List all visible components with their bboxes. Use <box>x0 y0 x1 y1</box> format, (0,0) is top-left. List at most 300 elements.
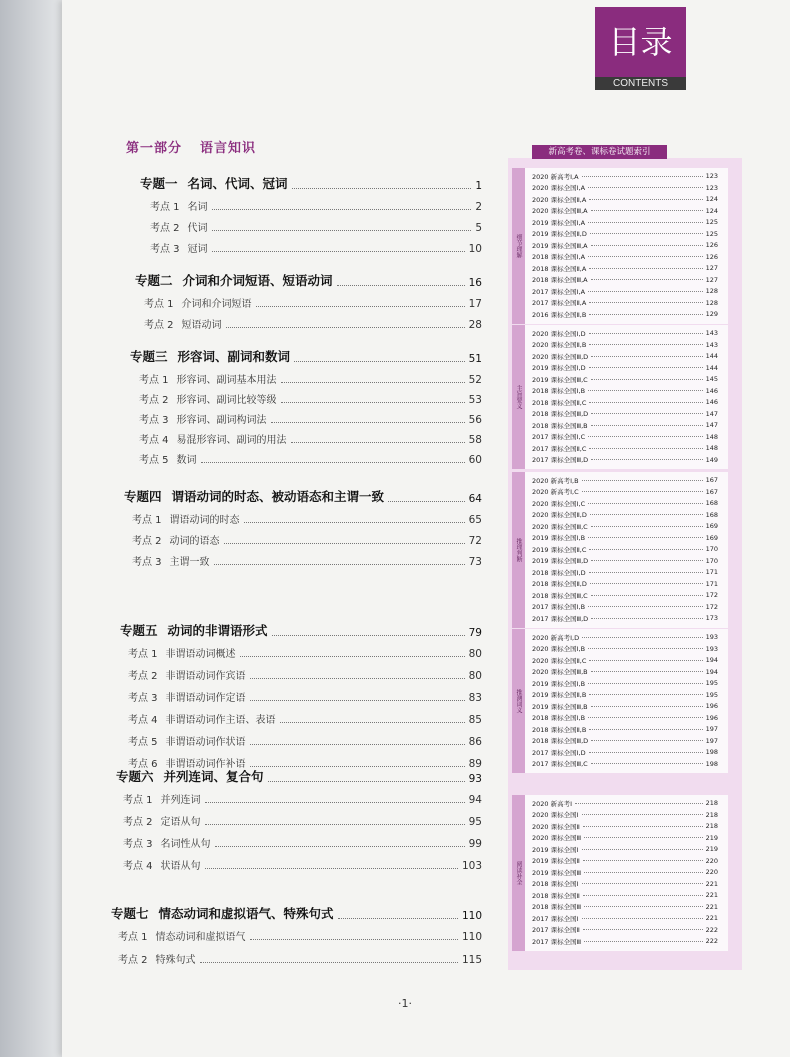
index-row[interactable] <box>532 275 718 285</box>
point-row-label: 考点 4 <box>139 435 169 446</box>
leader-dots <box>591 706 703 707</box>
point-row-label: 考点 3 <box>132 557 162 568</box>
leader-dots <box>591 526 703 527</box>
topic-row[interactable] <box>130 347 482 365</box>
point-row[interactable] <box>123 835 482 850</box>
leader-dots <box>205 802 465 803</box>
index-row[interactable] <box>532 613 718 623</box>
index-row[interactable] <box>532 678 718 688</box>
index-row[interactable] <box>532 736 718 746</box>
index-page: 148 <box>705 432 718 441</box>
leader-dots <box>281 402 465 403</box>
index-group-tab: 推理判断 <box>512 472 525 628</box>
index-page: 147 <box>705 421 718 429</box>
index-source: 2016 课标全国Ⅱ,B <box>532 310 587 319</box>
index-row[interactable] <box>532 556 718 566</box>
index-row[interactable] <box>532 890 718 900</box>
point-row-label: 考点 3 <box>150 244 180 255</box>
point-row-label: 考点 1 <box>139 375 169 386</box>
index-page: 221 <box>705 879 718 888</box>
leader-dots <box>589 448 702 449</box>
point-row[interactable] <box>118 951 482 966</box>
point-row-label: 考点 4 <box>123 861 153 872</box>
index-row[interactable] <box>532 171 718 181</box>
point-row-title: 介词和介词短语 <box>181 299 252 310</box>
index-page: 167 <box>705 476 718 484</box>
topic-row-page: 110 <box>461 910 482 922</box>
index-page: 172 <box>705 591 718 599</box>
topic-row-label: 专题三 <box>130 349 168 364</box>
index-page: 171 <box>705 568 718 576</box>
point-row[interactable] <box>132 553 482 568</box>
index-page: 218 <box>705 799 718 807</box>
index-source: 2017 课标全国Ⅲ,C <box>532 760 588 768</box>
index-source: 2017 课标全国Ⅱ,A <box>532 299 587 307</box>
index-row[interactable] <box>532 420 718 430</box>
index-row[interactable] <box>532 397 718 407</box>
point-row[interactable] <box>128 689 482 704</box>
index-row[interactable] <box>532 498 718 508</box>
index-source: 2018 课标全国Ⅰ,A <box>532 253 586 261</box>
index-source: 2017 课标全国Ⅰ,A <box>532 287 586 296</box>
index-row[interactable] <box>532 240 718 250</box>
index-group-tab: 主旨要义 <box>512 325 525 469</box>
index-row[interactable] <box>532 386 718 396</box>
index-source: 2020 课标全国Ⅰ <box>532 811 579 819</box>
index-source: 2020 新高考Ⅰ <box>532 799 573 808</box>
point-row[interactable] <box>144 316 482 331</box>
index-row[interactable] <box>532 544 718 554</box>
leader-dots <box>582 480 703 481</box>
point-row[interactable] <box>132 532 482 547</box>
page-number: ·1· <box>398 997 412 1010</box>
index-page: 194 <box>705 667 718 676</box>
point-row[interactable] <box>139 451 482 466</box>
leader-dots <box>589 333 703 334</box>
contents-subtitle: CONTENTS <box>595 77 686 90</box>
index-row[interactable] <box>532 867 718 877</box>
topic-row-label: 专题一 <box>140 176 178 191</box>
index-row[interactable] <box>532 747 718 757</box>
index-row[interactable] <box>532 644 718 654</box>
index-row[interactable] <box>532 724 718 734</box>
leader-dots <box>582 814 703 815</box>
index-row[interactable] <box>532 925 718 935</box>
topic-row[interactable] <box>135 271 482 289</box>
index-page: 146 <box>705 386 718 395</box>
leader-dots <box>214 564 465 565</box>
point-row-title: 短语动词 <box>181 320 222 331</box>
leader-dots <box>582 491 703 492</box>
index-row[interactable] <box>532 844 718 854</box>
leader-dots <box>292 188 472 189</box>
point-row[interactable] <box>150 219 482 234</box>
point-row-title: 非谓语动词作宾语 <box>165 671 246 682</box>
index-row[interactable] <box>532 667 718 677</box>
index-page: 221 <box>705 914 718 922</box>
point-row[interactable] <box>139 411 482 426</box>
leader-dots <box>583 860 703 861</box>
point-row-page: 72 <box>468 535 482 547</box>
point-row-label: 考点 1 <box>123 795 153 806</box>
leader-dots <box>589 660 702 661</box>
index-page: 220 <box>705 856 718 865</box>
point-row-title: 情态动词和虚拟语气 <box>155 932 246 943</box>
point-row[interactable] <box>128 733 482 748</box>
index-row[interactable] <box>532 602 718 612</box>
index-row[interactable] <box>532 455 718 465</box>
index-page: 127 <box>705 275 718 284</box>
index-row[interactable] <box>532 533 718 543</box>
point-row-page: 95 <box>468 816 482 828</box>
point-row[interactable] <box>139 391 482 406</box>
point-row-label: 考点 2 <box>132 536 162 547</box>
index-page: 222 <box>705 925 718 934</box>
index-row[interactable] <box>532 833 718 843</box>
point-row-title: 动词的语态 <box>169 536 220 547</box>
index-source: 2019 课标全国Ⅱ,D <box>532 230 587 238</box>
point-row[interactable] <box>118 928 482 943</box>
index-row[interactable] <box>532 374 718 384</box>
index-row[interactable] <box>532 510 718 520</box>
index-source: 2018 课标全国Ⅱ,A <box>532 264 587 273</box>
point-row-page: 89 <box>468 758 482 770</box>
point-row-title: 名词性从句 <box>160 839 211 850</box>
index-row[interactable] <box>532 351 718 361</box>
point-row-label: 考点 2 <box>123 817 153 828</box>
index-row[interactable] <box>532 521 718 531</box>
index-page: 195 <box>705 679 718 687</box>
index-source: 2017 课标全国Ⅱ <box>532 926 580 934</box>
topic-row-title: 名词、代词、冠词 <box>187 176 288 191</box>
point-row-page: 65 <box>468 514 482 526</box>
index-row[interactable] <box>532 432 718 442</box>
index-source: 2020 课标全国Ⅲ <box>532 834 582 842</box>
index-group-tab: 推测词义 <box>512 629 525 773</box>
index-row[interactable] <box>532 183 718 193</box>
index-row[interactable] <box>532 409 718 419</box>
leader-dots <box>583 895 703 896</box>
index-row[interactable] <box>532 810 718 820</box>
index-source: 2019 课标全国Ⅰ <box>532 845 579 854</box>
index-row[interactable] <box>532 902 718 912</box>
index-source: 2017 课标全国Ⅱ,C <box>532 444 587 453</box>
topic-row-title: 情态动词和虚拟语气、特殊句式 <box>158 906 334 921</box>
index-page: 197 <box>705 736 718 745</box>
index-page: 144 <box>705 363 718 372</box>
index-page: 172 <box>705 602 718 611</box>
point-row[interactable] <box>123 857 482 872</box>
index-source: 2019 课标全国Ⅰ,B <box>532 679 586 688</box>
leader-dots <box>591 210 703 211</box>
index-row[interactable] <box>532 217 718 227</box>
index-page: 221 <box>705 891 718 899</box>
leader-dots <box>589 367 703 368</box>
index-row[interactable] <box>532 713 718 723</box>
leader-dots <box>591 425 703 426</box>
point-row-page: 85 <box>468 714 482 726</box>
index-page: 147 <box>705 409 718 418</box>
topic-row-label: 专题四 <box>124 489 162 504</box>
index-page: 123 <box>705 172 718 180</box>
index-group <box>514 168 728 324</box>
index-page: 220 <box>705 868 718 876</box>
leader-dots <box>584 906 702 907</box>
point-row-label: 考点 1 <box>144 299 174 310</box>
index-row[interactable] <box>532 363 718 373</box>
leader-dots <box>584 941 702 942</box>
leader-dots <box>588 648 703 649</box>
index-row[interactable] <box>532 475 718 485</box>
point-row-title: 主谓一致 <box>169 557 210 568</box>
index-source: 2018 课标全国Ⅲ,C <box>532 591 588 600</box>
topic-row-title: 动词的非谓语形式 <box>167 623 268 638</box>
index-page: 195 <box>705 690 718 699</box>
index-source: 2019 课标全国Ⅲ,C <box>532 375 588 384</box>
index-page: 170 <box>705 556 718 565</box>
point-row[interactable] <box>144 295 482 310</box>
point-row[interactable] <box>128 711 482 726</box>
point-row[interactable] <box>128 667 482 682</box>
index-row[interactable] <box>532 879 718 889</box>
topic-row-title: 并列连词、复合句 <box>163 769 264 784</box>
topic-row[interactable] <box>140 174 482 192</box>
point-row-page: 86 <box>468 736 482 748</box>
index-page: 123 <box>705 183 718 192</box>
leader-dots <box>250 678 465 679</box>
index-source: 2020 课标全国Ⅱ,B <box>532 341 587 349</box>
index-source: 2017 课标全国Ⅲ,D <box>532 456 589 464</box>
index-row[interactable] <box>532 655 718 665</box>
point-row-title: 数词 <box>176 455 197 466</box>
point-row-page: 94 <box>468 794 482 806</box>
index-row[interactable] <box>532 194 718 204</box>
index-source: 2018 课标全国Ⅰ,B <box>532 387 586 395</box>
topic-row-page: 1 <box>475 180 482 192</box>
index-source: 2019 课标全国Ⅰ,B <box>532 534 586 542</box>
leader-dots <box>589 344 702 345</box>
index-source: 2020 课标全国Ⅱ,C <box>532 656 587 665</box>
index-source: 2019 课标全国Ⅱ,C <box>532 545 587 554</box>
point-row-title: 并列连词 <box>160 795 201 806</box>
leader-dots <box>588 683 703 684</box>
index-page: 169 <box>705 533 718 542</box>
leader-dots <box>590 514 703 515</box>
point-row[interactable] <box>123 813 482 828</box>
leader-dots <box>590 233 703 234</box>
point-row-title: 冠词 <box>187 244 208 255</box>
point-row-title: 非谓语动词作状语 <box>165 737 246 748</box>
leader-dots <box>575 803 703 804</box>
leader-dots <box>582 849 703 850</box>
leader-dots <box>250 700 465 701</box>
part-heading <box>126 137 274 156</box>
point-row-label: 考点 3 <box>123 839 153 850</box>
index-page: 221 <box>705 902 718 911</box>
index-row[interactable] <box>532 286 718 296</box>
point-row-page: 17 <box>468 298 482 310</box>
leader-dots <box>256 306 465 307</box>
index-page: 193 <box>705 644 718 653</box>
point-row-title: 易混形容词、副词的用法 <box>176 435 287 446</box>
leader-dots <box>591 560 702 561</box>
leader-dots <box>589 268 702 269</box>
topic-row-page: 51 <box>468 353 482 365</box>
point-row-page: 73 <box>468 556 482 568</box>
index-row[interactable] <box>532 590 718 600</box>
point-row[interactable] <box>139 431 482 446</box>
index-row[interactable] <box>532 759 718 769</box>
leader-dots <box>215 846 465 847</box>
point-row-page: 60 <box>468 454 482 466</box>
index-row[interactable] <box>532 206 718 216</box>
leader-dots <box>584 837 702 838</box>
topic-row-label: 专题六 <box>116 769 154 784</box>
index-page: 198 <box>705 748 718 756</box>
point-row-label: 考点 6 <box>128 759 158 770</box>
point-row-page: 56 <box>468 414 482 426</box>
point-row-title: 形容词、副词构词法 <box>176 415 267 426</box>
index-row[interactable] <box>532 798 718 808</box>
topic-row[interactable] <box>116 767 482 785</box>
point-row[interactable] <box>132 511 482 526</box>
leader-dots <box>591 379 703 380</box>
index-row[interactable] <box>532 298 718 308</box>
leader-dots <box>291 442 465 443</box>
index-row[interactable] <box>532 229 718 239</box>
index-source: 2019 课标全国Ⅱ,B <box>532 691 587 699</box>
point-row-title: 特殊句式 <box>155 955 196 966</box>
topic-row-title: 形容词、副词和数词 <box>177 349 291 364</box>
leader-dots <box>212 230 472 231</box>
leader-dots <box>294 361 465 362</box>
index-source: 2019 课标全国Ⅰ,A <box>532 218 586 227</box>
point-row[interactable] <box>150 198 482 213</box>
index-source: 2018 课标全国Ⅱ,D <box>532 580 587 588</box>
leader-dots <box>589 752 703 753</box>
leader-dots <box>200 962 458 963</box>
point-row-page: 53 <box>468 394 482 406</box>
point-row-page: 2 <box>475 201 482 213</box>
index-page: 173 <box>705 614 718 622</box>
index-source: 2017 课标全国Ⅲ,D <box>532 614 589 623</box>
point-row[interactable] <box>139 371 482 386</box>
leader-dots <box>588 291 703 292</box>
leader-dots <box>281 382 465 383</box>
index-page: 170 <box>705 545 718 553</box>
point-row-page: 83 <box>468 692 482 704</box>
index-row[interactable] <box>532 309 718 319</box>
index-row[interactable] <box>532 701 718 711</box>
page-title: 目录 <box>595 7 686 77</box>
topic-row-label: 专题二 <box>135 273 173 288</box>
topic-row-page: 64 <box>468 493 482 505</box>
index-page: 146 <box>705 398 718 406</box>
point-row-label: 考点 2 <box>139 395 169 406</box>
leader-dots <box>588 187 703 188</box>
index-row[interactable] <box>532 821 718 831</box>
index-source: 2018 课标全国Ⅱ,B <box>532 725 587 734</box>
leader-dots <box>589 549 702 550</box>
topic-row[interactable] <box>120 621 482 639</box>
index-row[interactable] <box>532 856 718 866</box>
index-row[interactable] <box>532 567 718 577</box>
index-group <box>514 472 728 628</box>
index-page: 124 <box>705 195 718 203</box>
topic-row-label: 专题五 <box>120 623 158 638</box>
leader-dots <box>250 939 458 940</box>
index-page: 126 <box>705 241 718 249</box>
leader-dots <box>591 618 702 619</box>
index-page: 218 <box>705 810 718 819</box>
point-row-title: 非谓语动词概述 <box>165 649 236 660</box>
leader-dots <box>589 694 702 695</box>
index-row[interactable] <box>532 263 718 273</box>
topic-row[interactable] <box>111 904 482 922</box>
point-row[interactable] <box>150 240 482 255</box>
index-row[interactable] <box>532 632 718 642</box>
point-row-label: 考点 1 <box>132 515 162 526</box>
leader-dots <box>589 729 702 730</box>
index-source: 2020 课标全国Ⅰ,C <box>532 499 586 508</box>
leader-dots <box>588 436 702 437</box>
index-source: 2019 课标全国Ⅲ,A <box>532 241 588 250</box>
index-page: 125 <box>705 229 718 238</box>
index-source: 2019 课标全国Ⅲ,B <box>532 702 588 711</box>
index-page: 194 <box>705 656 718 664</box>
index-page: 144 <box>705 352 718 360</box>
index-page: 124 <box>705 206 718 215</box>
index-source: 2018 课标全国Ⅱ <box>532 891 580 900</box>
index-row[interactable] <box>532 690 718 700</box>
index-group <box>514 795 728 951</box>
point-row-label: 考点 2 <box>150 223 180 234</box>
index-source: 2020 新高考Ⅰ,D <box>532 633 580 642</box>
topic-row[interactable] <box>124 487 482 505</box>
index-row[interactable] <box>532 487 718 497</box>
index-page: 222 <box>705 937 718 945</box>
point-row-title: 状语从句 <box>160 861 201 872</box>
index-row[interactable] <box>532 252 718 262</box>
index-source: 2020 课标全国Ⅱ,D <box>532 511 587 519</box>
index-source: 2018 课标全国Ⅰ <box>532 880 579 888</box>
index-row[interactable] <box>532 913 718 923</box>
point-row-page: 10 <box>468 243 482 255</box>
index-row[interactable] <box>532 340 718 350</box>
index-row[interactable] <box>532 443 718 453</box>
index-source: 2018 课标全国Ⅲ <box>532 903 582 911</box>
index-page: 148 <box>705 444 718 452</box>
index-page: 197 <box>705 725 718 733</box>
point-row[interactable] <box>128 645 482 660</box>
point-row-page: 80 <box>468 670 482 682</box>
point-row[interactable] <box>123 791 482 806</box>
point-row-title: 非谓语动词作主语、表语 <box>165 715 276 726</box>
leader-dots <box>280 722 465 723</box>
index-source: 2018 课标全国Ⅱ,C <box>532 398 587 407</box>
index-row[interactable] <box>532 936 718 946</box>
index-group-tab: 细节理解 <box>512 168 525 324</box>
topic-row-title: 谓语动词的时态、被动语态和主谓一致 <box>171 489 385 504</box>
index-row[interactable] <box>532 579 718 589</box>
leader-dots <box>582 176 703 177</box>
leader-dots <box>212 209 472 210</box>
point-row-label: 考点 2 <box>128 671 158 682</box>
leader-dots <box>591 671 703 672</box>
point-row-label: 考点 1 <box>118 932 148 943</box>
topic-row-page: 79 <box>468 627 482 639</box>
index-row[interactable] <box>532 328 718 338</box>
